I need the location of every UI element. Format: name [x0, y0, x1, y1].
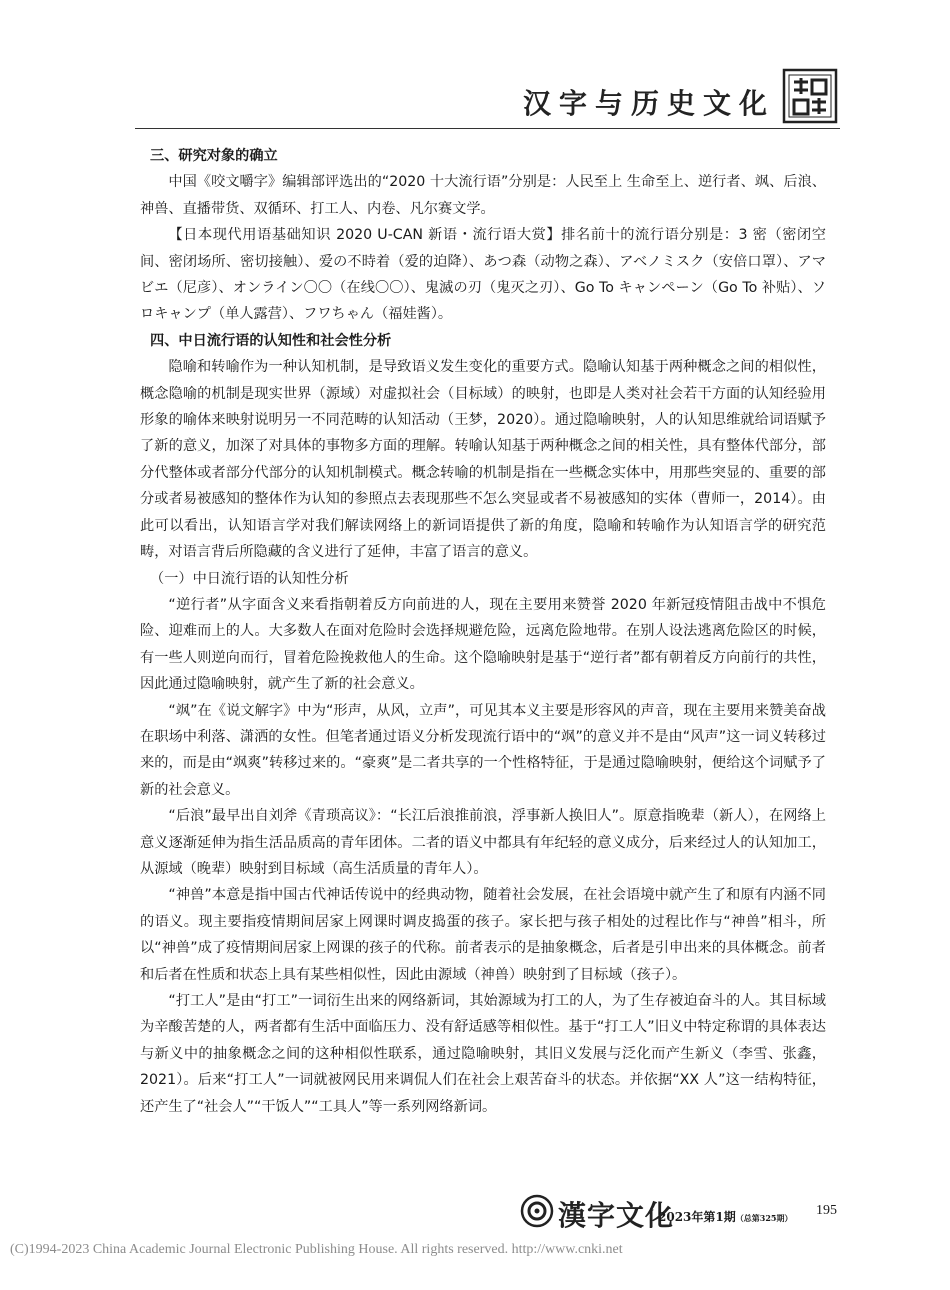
footer — [520, 1190, 840, 1234]
journal-title: 汉字与历史文化 — [522, 87, 775, 120]
footer-logo-icon — [520, 1194, 554, 1228]
section-heading-4: 四、中日流行语的认知性和社会性分析 — [150, 332, 392, 349]
journal-logo — [782, 68, 838, 124]
issue-total: （总第325期） — [735, 1213, 793, 1223]
footer-issue — [658, 1208, 792, 1225]
paragraph: “打工人”是由“打工”一词衍生出来的网络新词，其始源域为打工的人，为了生存被迫奋斗的人。其目标域为辛酸苦楚的人，两者都有生活中面临压力、没有舒适感等相似性。基于“打工人”旧义中特定称谓的具体表达与新义中的抽象概念之间的这种相似性联系，通过隐喻映射，其旧义发展与泛化而产生新义（李雪、张鑫，2021）。后来“打工人”一词就被网民用来调侃人们在社会上艰苦奋斗的状态。并依据“XX 人”这一结构特征，还产生了“社会人”“干饭人”“工具人”等一系列网络新词。 — [140, 993, 826, 1115]
paragraph: 中国《咬文嚼字》编辑部评选出的“2020 十大流行语”分别是：人民至上 生命至上、逆行者、飒、后浪、神兽、直播带货、双循环、打工人、内卷、凡尔赛文学。 — [140, 174, 826, 217]
copyright-notice: (C)1994-2023 China Academic Journal Electronic Publishing House. All rights reserved. http://www.cnki.net — [10, 1242, 623, 1257]
footer-brand: 漢字文化 — [558, 1199, 675, 1232]
page-number: 195 — [816, 1203, 837, 1218]
section-heading-3: 三、研究对象的确立 — [150, 148, 278, 164]
issue-number: 2023年第1期 — [658, 1210, 736, 1224]
subsection-heading: （一）中日流行语的认知性分析 — [150, 570, 349, 587]
paragraph: “逆行者”从字面含义来看指朝着反方向前进的人，现在主要用来赞誉 2020 年新冠疫情阻击战中不惧危险、迎难而上的人。大多数人在面对危险时会选择规避危险，远离危险地带。在别人设法逃离危险区的时候，有一些人则逆向而行，冒着危险挽救他人的生命。这个隐喻映射是基于“逆行者”都有朝着反方向前行的共性，因此通过隐喻映射，就产生了新的社会意义。 — [140, 596, 826, 693]
article-body — [140, 143, 826, 1120]
paragraph: “飒”在《说文解字》中为“形声，从风，立声”，可见其本义主要是形容风的声音，现在主要用来赞美奋战在职场中利落、潇洒的女性。但笔者通过语义分析发现流行语中的“飒”的意义并不是由“风声”这一词义转移过来的，而是由“飒爽”转移过来的。“豪爽”是二者共享的一个性格特征，于是通过隐喻映射，便给这个词赋予了新的社会意义。 — [140, 702, 826, 798]
paragraph: “后浪”最早出自刘斧《青琐高议》：“长江后浪推前浪，浮事新人换旧人”。原意指晚辈（新人），在网络上意义逐渐延伸为指生活品质高的青年团体。二者的语义中都具有年纪轻的意义成分，后来经过人的认知加工，从源域（晚辈）映射到目标域（高生活质量的青年人）。 — [140, 808, 826, 877]
paragraph: “神兽”本意是指中国古代神话传说中的经典动物，随着社会发展，在社会语境中就产生了和原有内涵不同的语义。现主要指疫情期间居家上网课时调皮捣蛋的孩子。家长把与孩子相处的过程比作与“神兽”相斗，所以“神兽”成了疫情期间居家上网课的孩子的代称。前者表示的是抽象概念，后者是引申出来的具体概念。前者和后者在性质和状态上具有某些相似性，因此由源域（神兽）映射到了目标域（孩子）。 — [140, 887, 826, 983]
header-rule — [135, 128, 840, 129]
paragraph: 隐喻和转喻作为一种认知机制，是导致语义发生变化的重要方式。隐喻认知基于两种概念之间的相似性，概念隐喻的机制是现实世界（源域）对虚拟社会（目标域）的映射，也即是人类对社会若干方面的认知经验用形象的喻体来映射说明另一不同范畴的认知活动（王梦，2020）。通过隐喻映射，人的认知思维就给词语赋予了新的意义，加深了对具体的事物多方面的理解。转喻认知基于两种概念之间的相关性，具有整体代部分，部分代整体或者部分代部分的认知机制模式。概念转喻的机制是指在一些概念实体中，用那些突显的、重要的部分或者易被感知的整体作为认知的参照点去表现那些不怎么突显或者不易被感知的实体（曹师一，2014）。由此可以看出，认知语言学对我们解读网络上的新词语提供了新的角度，隐喻和转喻作为认知语言学的研究范畴，对语言背后所隐藏的含义进行了延伸，丰富了语言的意义。 — [140, 359, 826, 561]
paragraph: 【日本现代用语基础知识 2020 U-CAN 新语・流行语大赏】排名前十的流行语分别是：3 密（密闭空间、密闭场所、密切接触）、爱の不時着（爱的迫降）、あつ森（动物之森）、アベノミスク（安倍口罩）、アマビエ（尼彦）、オンライン〇〇（在线〇〇）、鬼滅の刃（鬼灭之刃）、Go To キャンペーン（Go To 补贴）、ソロキャンプ（单人露营）、フワちゃん（福娃酱）。 — [140, 227, 826, 323]
